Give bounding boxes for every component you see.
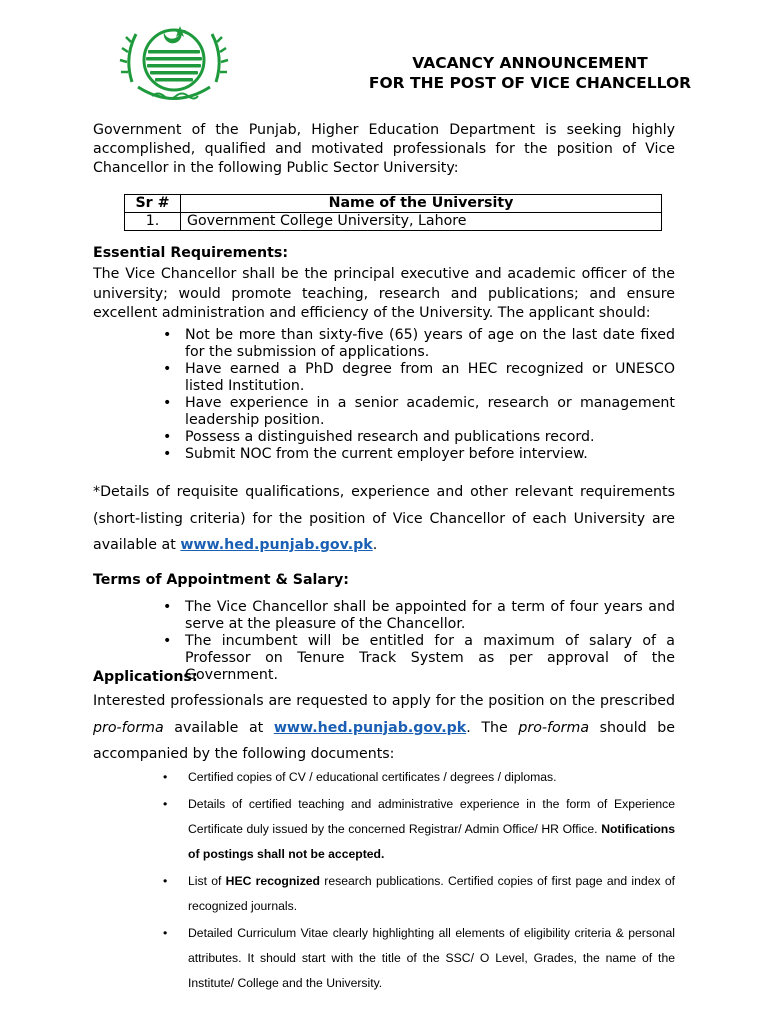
announcement-subtitle: FOR THE POST OF VICE CHANCELLOR bbox=[368, 74, 692, 92]
essential-requirements-list bbox=[161, 327, 675, 463]
list-item: • The Vice Chancellor shall be appointed for a term of four years and serve at the pleasure of the Chancellor. bbox=[161, 599, 675, 633]
doc-item-3-bold: HEC recognized bbox=[225, 874, 321, 888]
hed-website-link-applications[interactable]: www.hed.punjab.gov.pk bbox=[273, 719, 467, 736]
list-item: • Possess a distinguished research and publications record. bbox=[161, 429, 675, 446]
table-header-row bbox=[125, 195, 662, 213]
details-period: . bbox=[372, 537, 378, 553]
list-item: • Have experience in a senior academic, research or management leadership position. bbox=[161, 395, 675, 429]
list-item: • Not be more than sixty-five (65) years of age on the last date fixed for the submission of applications. bbox=[161, 327, 675, 361]
column-header-university: Name of the University bbox=[181, 195, 662, 213]
details-paragraph bbox=[93, 479, 675, 559]
essential-requirements-text: The Vice Chancellor shall be the principal executive and academic officer of the university; would promote teaching, research and publications; and ensure excellent administration and efficiency of the University. The applicant should: bbox=[93, 266, 675, 321]
essential-requirements-heading: Essential Requirements: bbox=[93, 245, 289, 261]
applications-text-4: should be accompanied by the following documents: bbox=[93, 719, 676, 762]
applications-text-3: . The bbox=[466, 719, 519, 736]
applications-heading: Applications: bbox=[93, 669, 198, 685]
list-item: • Have earned a PhD degree from an HEC recognized or UNESCO listed Institution. bbox=[161, 361, 675, 395]
list-item bbox=[161, 869, 675, 919]
doc-item-1: Certified copies of CV / educational certificates / degrees / diplomas. bbox=[188, 770, 557, 784]
cell-university: Government College University, Lahore bbox=[181, 213, 662, 231]
doc-item-3-post: research publications. Certified copies of first page and index of recognized journals. bbox=[188, 874, 675, 913]
cell-sr: 1. bbox=[125, 213, 181, 231]
doc-item-2-note: Notifications of postings shall not be accepted. bbox=[188, 822, 675, 861]
applications-text-1: Interested professionals are requested to apply for the position on the prescribed bbox=[93, 693, 675, 709]
announcement-title: VACANCY ANNOUNCEMENT bbox=[412, 54, 648, 72]
university-table bbox=[124, 194, 662, 231]
doc-item-2: Details of certified teaching and administrative experience in the form of Experience Certificate duly issued by the concerned Registrar/ Admin Office/ HR Office. bbox=[188, 797, 675, 836]
list-item bbox=[161, 765, 675, 790]
terms-heading: Terms of Appointment & Salary: bbox=[93, 572, 349, 588]
list-item bbox=[161, 792, 675, 867]
list-item bbox=[161, 921, 675, 996]
documents-list bbox=[161, 765, 675, 998]
doc-item-4: Detailed Curriculum Vitae clearly highlighting all elements of eligibility criteria & personal attributes. It should start with the title of the SSC/ O Level, Grades, the name of the Institute/ College and the University. bbox=[188, 926, 675, 990]
list-item: • Submit NOC from the current employer before interview. bbox=[161, 446, 675, 463]
table-row bbox=[125, 213, 662, 231]
column-header-sr: Sr # bbox=[125, 195, 181, 213]
list-item: • The incumbent will be entitled for a maximum of salary of a Professor on Tenure Track System as per approval of the Government. bbox=[161, 633, 675, 684]
proforma-word-2: pro-forma bbox=[518, 719, 590, 736]
applications-paragraph bbox=[93, 688, 675, 768]
applications-text-2: available at bbox=[163, 719, 274, 736]
punjab-government-logo bbox=[118, 12, 230, 112]
proforma-word: pro-forma bbox=[93, 719, 164, 736]
doc-item-3-pre: List of bbox=[188, 874, 226, 888]
intro-paragraph: Government of the Punjab, Higher Education Department is seeking highly accomplished, qualified and motivated professionals for the position of Vice Chancellor in the following Public Sector University: bbox=[93, 122, 675, 176]
terms-list bbox=[161, 599, 675, 684]
details-text: *Details of requisite qualifications, experience and other relevant requirements (short-listing criteria) for the position of Vice Chancellor of each University are available at bbox=[93, 484, 675, 553]
hed-website-link[interactable]: www.hed.punjab.gov.pk bbox=[180, 537, 373, 553]
